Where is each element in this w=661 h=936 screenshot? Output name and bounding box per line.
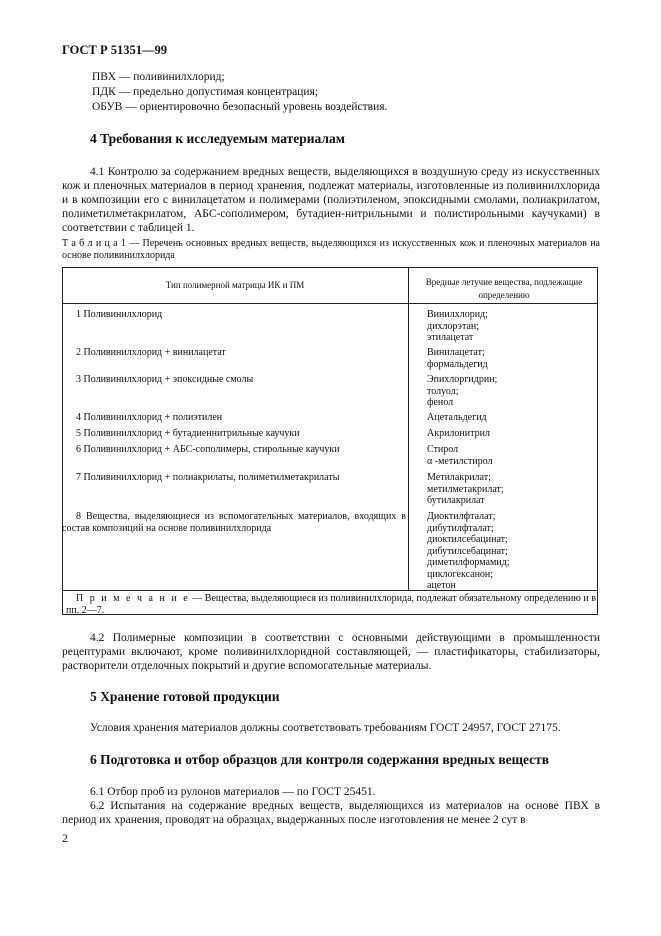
page-number: 2 — [62, 831, 68, 845]
table-note — [66, 593, 596, 617]
table-row-6-right: Стирол α -метилстирол — [427, 444, 493, 467]
table-row-4-right: Ацетальдегид — [427, 412, 487, 423]
table-row-1-right: Винилхлорид; дихлорэтан; этилацетат — [427, 309, 488, 343]
paragraph-5: Условия хранения материалов должны соответствовать требованиям ГОСТ 24957, ГОСТ 27175. — [90, 722, 561, 734]
table-row-3-right: Эпихлоргидрин; толуол; фенол — [427, 374, 498, 408]
table-row-1-left: 1 Поливинилхлорид — [76, 309, 163, 320]
abbreviation-pvh: ПВХ — поливинилхлорид; — [92, 71, 225, 83]
table-note-text: — Вещества, выделяющиеся из поливинилхлорида, подлежат обязательному определению и в пп. 2—7. — [66, 593, 596, 616]
abbreviation-pdk: ПДК — предельно допустимая концентрация; — [92, 86, 319, 98]
paragraph-4-1: 4.1 Контролю за содержанием вредных веществ, выделяющихся в воздушную среду из искусственных кож и пленочных материалов в период хранения, подлежат материалы, изготовленные из поливинилхлорида и в композиции его с винилацетатом и полимерами (полиэтиленом, эпоксидными смолами, полиакрилатом, полиметилметакрилатом, АБС-сополимером, бутадиен-нитрильными и полистирольными каучуками) в соответствии с таблицей 1. — [62, 166, 600, 234]
table-row-6-left: 6 Поливинилхлорид + АБС-сополимеры, стирольные каучуки — [76, 444, 340, 455]
table-row-3-left: 3 Поливинилхлорид + эпоксидные смолы — [76, 374, 254, 385]
table-row-2-left: 2 Поливинилхлорид + винилацетат — [76, 347, 226, 358]
document-header: ГОСТ Р 51351—99 — [62, 43, 168, 57]
table-row-8-left: 8 Вещества, выделяющиеся из вспомогательных материалов, входящих в состав композиций на основе поливинилхлорида — [62, 511, 406, 534]
table-row-2-right: Винилацетат; формальдегид — [427, 347, 488, 370]
table-row-5-left: 5 Поливинилхлорид + бутадиеннитрильные каучуки — [76, 428, 300, 439]
table-column-divider — [408, 267, 409, 590]
section-5-title: 5 Хранение готовой продукции — [90, 689, 280, 704]
table-row-8-right: Диоктилфталат; дибутилфталат; диоктилсебацинат; дибутилсебацинат; диметилформамид; циклогексанон; ацетон — [427, 511, 510, 591]
abbreviation-obuv: ОБУВ — ориентировочно безопасный уровень воздействия. — [92, 101, 388, 113]
table-caption: Т а б л и ц а 1 — Перечень основных вредных веществ, выделяющихся из искусственных кож и пленочных материалов на основе поливинилхлорида — [62, 238, 600, 261]
table-row-7-left: 7 Поливинилхлорид + полиакрилаты, полиметилметакрилаты — [76, 472, 340, 483]
table-header-divider — [62, 303, 598, 304]
table-row-7-right: Метилакрилат; метилметакрилат; бутилакрилат — [427, 472, 504, 506]
section-6-title: 6 Подготовка и отбор образцов для контроля содержания вредных веществ — [90, 752, 550, 767]
paragraph-4-2: 4.2 Полимерные композиции в соответствии с основными действующими в промышленности рецептурами включают, кроме поливинилхлоридной составляющей, — пластификаторы, стабилизаторы, растворители отделочных покрытий и другие вспомогательные материалы. — [62, 632, 600, 672]
table-header-substances: Вредные летучие вещества, подлежащие определению — [425, 277, 583, 300]
table-note-label: П р и м е ч а н и е — [76, 593, 190, 604]
table-header-matrix-type: Тип полимерной матрицы ИК и ПМ — [165, 280, 305, 290]
section-4-title: 4 Требования к исследуемым материалам — [90, 131, 345, 146]
table-row-5-right: Акрилонитрил — [427, 428, 490, 439]
paragraph-6-1: 6.1 Отбор проб из рулонов материалов — по ГОСТ 25451. — [90, 786, 376, 798]
table-row-4-left: 4 Поливинилхлорид + полиэтилен — [76, 412, 223, 423]
paragraph-6-2: 6.2 Испытания на содержание вредных веществ, выделяющихся из материалов на основе ПВХ в период их хранения, проводят на образцах, выдержанных после изготовления не менее 2 сут в — [62, 800, 600, 826]
